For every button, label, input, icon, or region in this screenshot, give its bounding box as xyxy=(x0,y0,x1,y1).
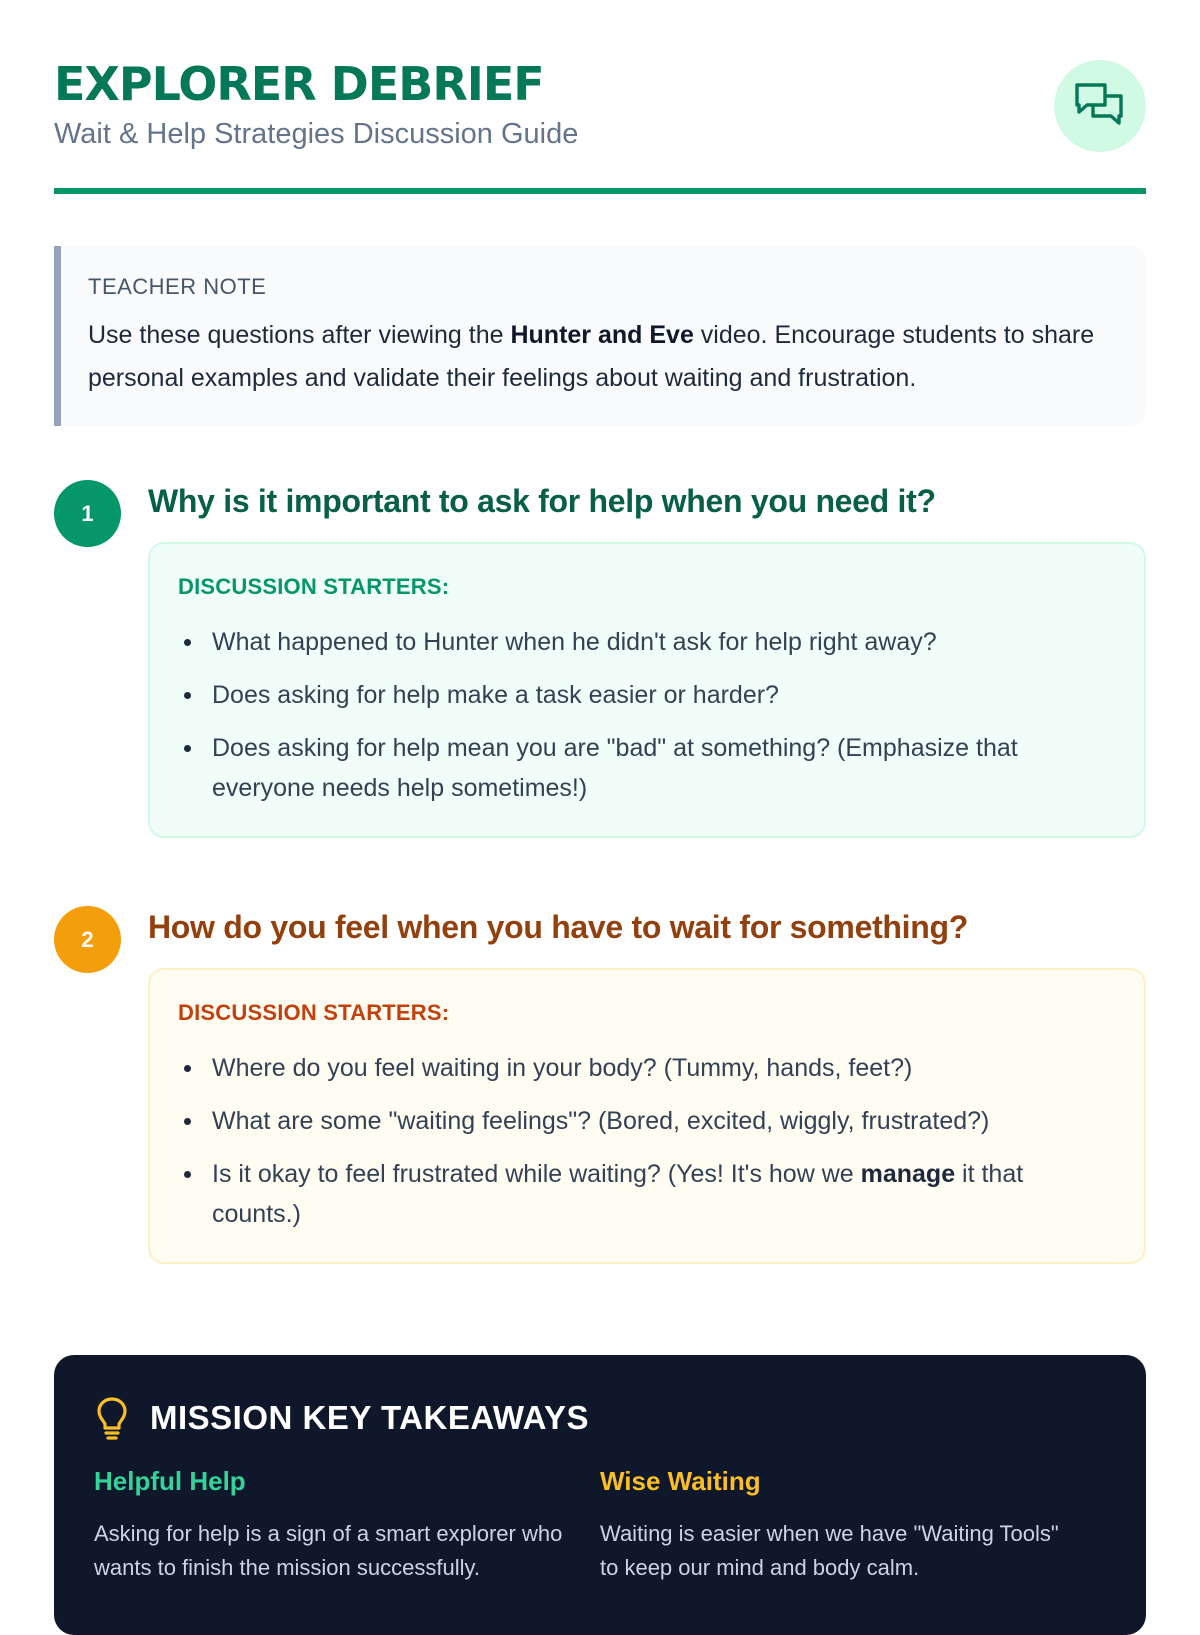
starter-text-bold: manage xyxy=(860,1160,956,1188)
list-item: Does asking for help mean you are "bad" at something? (Emphasize that everyone needs help sometimes!) xyxy=(178,728,1116,808)
takeaway-text: Waiting is easier when we have "Waiting Tools" to keep our mind and body calm. xyxy=(600,1521,1059,1580)
list-item: Where do you feel waiting in your body? (Tummy, hands, feet?) xyxy=(178,1048,1116,1088)
note-text-bold: Hunter and Eve xyxy=(510,321,694,349)
discussion-starters-box xyxy=(148,968,1146,1264)
discussion-starters-label: DISCUSSION STARTERS: xyxy=(178,574,450,599)
discussion-starters-box xyxy=(148,542,1146,838)
takeaways-header xyxy=(94,1391,1106,1445)
takeaway-heading: Helpful Help xyxy=(94,1466,246,1496)
chat-bubbles-icon xyxy=(1054,60,1146,152)
takeaway-heading: Wise Waiting xyxy=(600,1466,761,1496)
discussion-starters-label: DISCUSSION STARTERS: xyxy=(178,1000,450,1025)
starter-text-before: Is it okay to feel frustrated while waiting? (Yes! It's how we xyxy=(212,1160,861,1188)
list-item: What are some "waiting feelings"? (Bored, excited, wiggly, frustrated?) xyxy=(178,1101,1116,1141)
takeaways-title: MISSION KEY TAKEAWAYS xyxy=(150,1399,589,1436)
question-1 xyxy=(54,478,1146,838)
mission-takeaways-panel xyxy=(54,1355,1146,1635)
question-number-badge: 2 xyxy=(54,906,121,973)
lightbulb-icon xyxy=(94,1395,130,1441)
teacher-note-text xyxy=(88,314,1116,400)
takeaways-columns xyxy=(94,1461,1106,1585)
page-title: EXPLORER DEBRIEF xyxy=(54,57,544,111)
teacher-note-label: TEACHER NOTE xyxy=(88,274,267,299)
list-item: What happened to Hunter when he didn't ask for help right away? xyxy=(178,622,1116,662)
starter-text-after: it that counts.) xyxy=(212,1160,1024,1228)
list-item: Does asking for help make a task easier or harder? xyxy=(178,675,1116,715)
teacher-note xyxy=(54,246,1146,426)
takeaway-helpful-help xyxy=(94,1461,600,1585)
discussion-starters-list xyxy=(178,622,1116,808)
question-title: How do you feel when you have to wait for something? xyxy=(148,909,969,945)
note-text-before: Use these questions after viewing the xyxy=(88,321,511,349)
question-title: Why is it important to ask for help when you need it? xyxy=(148,483,936,519)
page-subtitle: Wait & Help Strategies Discussion Guide xyxy=(54,118,579,150)
takeaway-wise-waiting xyxy=(600,1461,1106,1585)
discussion-starters-list xyxy=(178,1048,1116,1234)
question-number-badge: 1 xyxy=(54,480,121,547)
takeaway-text: Asking for help is a sign of a smart explorer who wants to finish the mission successfully. xyxy=(94,1521,563,1580)
list-item xyxy=(178,1154,1116,1234)
question-2 xyxy=(54,904,1146,1264)
header xyxy=(54,0,1146,194)
note-text-after: video. Encourage students to share personal examples and validate their feelings about waiting and frustration. xyxy=(88,321,1095,392)
